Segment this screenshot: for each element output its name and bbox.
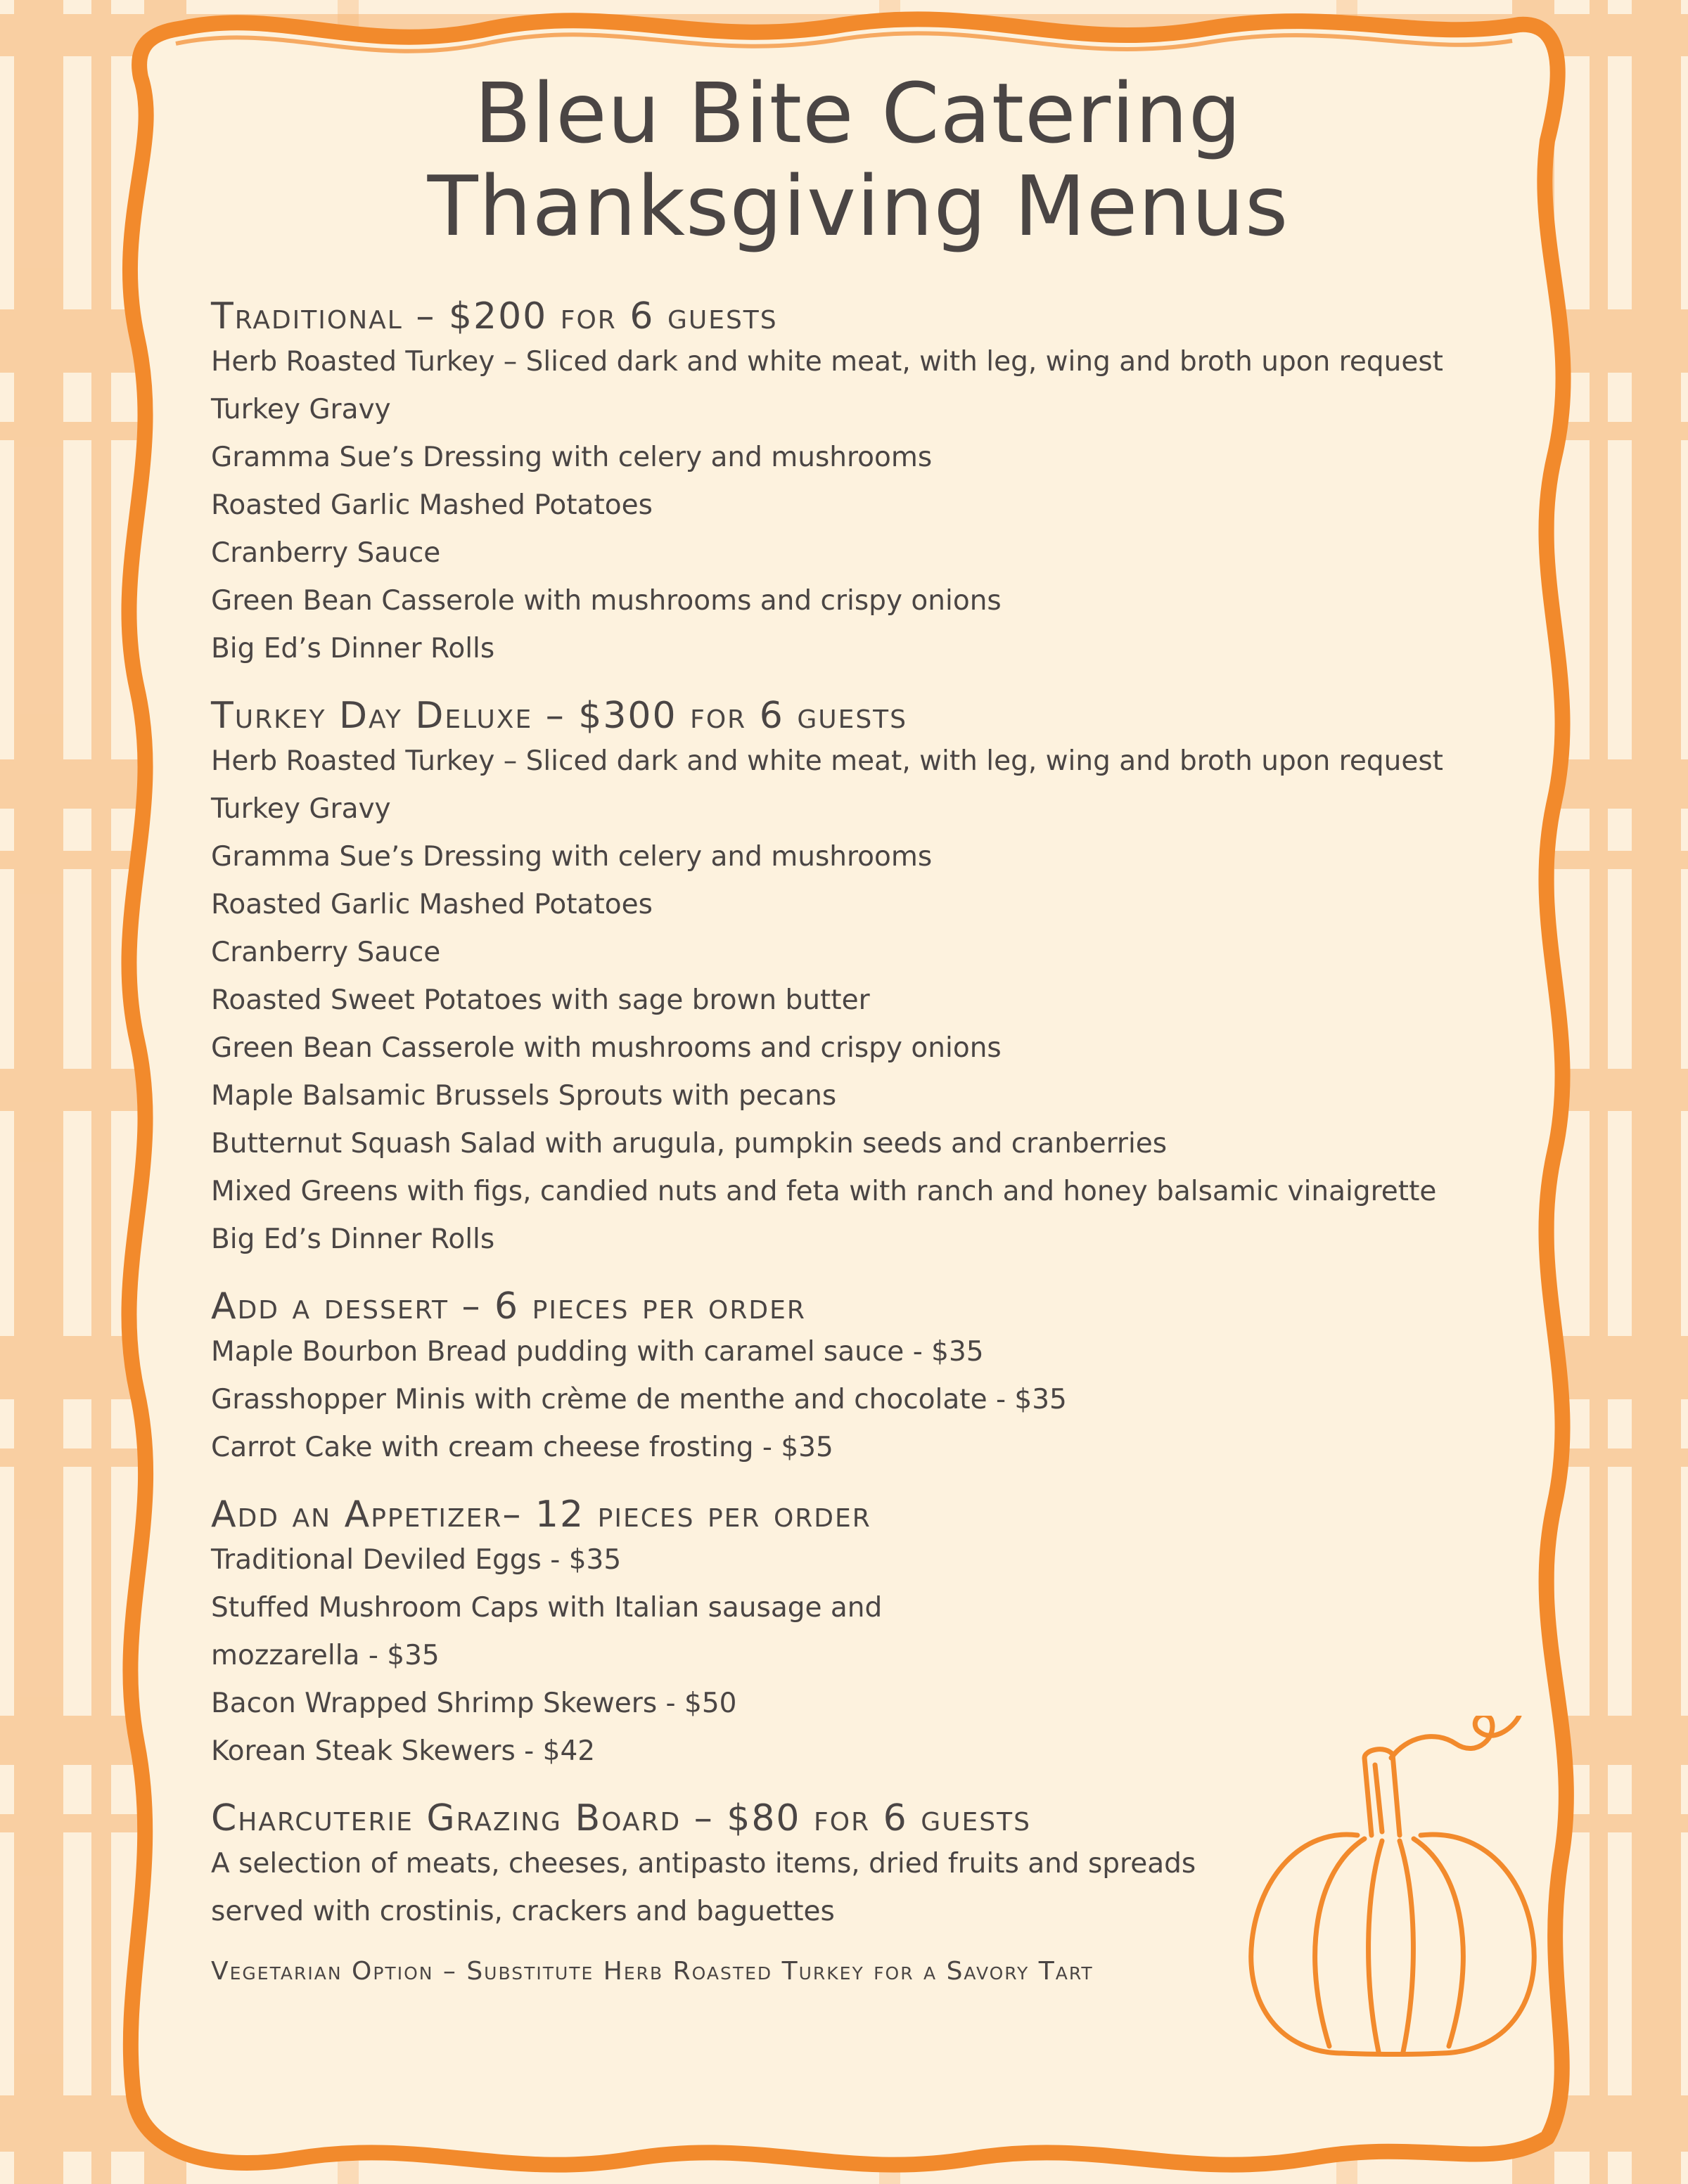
section-heading: Charcuterie Grazing Board – $80 for 6 guests — [211, 1797, 1031, 1840]
menu-item: Big Ed’s Dinner Rolls — [211, 633, 495, 665]
vegetarian-note: Vegetarian Option – Substitute Herb Roasted Turkey for a Savory Tart — [211, 1957, 1094, 1986]
page-title — [155, 65, 1561, 255]
menu-item: Traditional Deviled Eggs - $35 — [211, 1544, 622, 1576]
menu-item: Stuffed Mushroom Caps with Italian sausage and — [211, 1592, 883, 1624]
section-heading: Add an Appetizer– 12 pieces per order — [211, 1494, 871, 1536]
menu-item: Roasted Garlic Mashed Potatoes — [211, 489, 653, 522]
menu-item: mozzarella - $35 — [211, 1640, 440, 1672]
menu-item: Mixed Greens with figs, candied nuts and feta with ranch and honey balsamic vinaigrette — [211, 1176, 1437, 1208]
menu-content — [211, 67, 1477, 1986]
section-heading: Turkey Day Deluxe – $300 for 6 guests — [211, 695, 908, 738]
menu-item: Korean Steak Skewers - $42 — [211, 1735, 596, 1768]
menu-item: Green Bean Casserole with mushrooms and crispy onions — [211, 585, 1002, 617]
menu-item: Gramma Sue’s Dressing with celery and mushrooms — [211, 841, 933, 873]
section-dessert — [211, 1285, 1477, 1472]
pumpkin-outline-icon — [1224, 1716, 1561, 2067]
title-line-2: Thanksgiving Menus — [427, 158, 1289, 255]
section-traditional — [211, 295, 1477, 673]
section-deluxe — [211, 694, 1477, 1264]
menu-item: Cranberry Sauce — [211, 937, 441, 969]
menu-item: Carrot Cake with cream cheese frosting - $35 — [211, 1432, 833, 1464]
menu-item: Gramma Sue’s Dressing with celery and mushrooms — [211, 442, 933, 474]
menu-item: Green Bean Casserole with mushrooms and crispy onions — [211, 1032, 1002, 1065]
menu-item: Herb Roasted Turkey – Sliced dark and white meat, with leg, wing and broth upon request — [211, 745, 1443, 778]
menu-item: Roasted Garlic Mashed Potatoes — [211, 889, 653, 921]
menu-item: A selection of meats, cheeses, antipasto items, dried fruits and spreads — [211, 1848, 1196, 1880]
menu-item: Turkey Gravy — [211, 394, 391, 426]
menu-item: Cranberry Sauce — [211, 537, 441, 570]
section-heading: Traditional – $200 for 6 guests — [211, 295, 778, 338]
menu-item: Grasshopper Minis with crème de menthe and chocolate - $35 — [211, 1384, 1067, 1416]
menu-item: Maple Balsamic Brussels Sprouts with pecans — [211, 1080, 837, 1112]
menu-item: Herb Roasted Turkey – Sliced dark and white meat, with leg, wing and broth upon request — [211, 346, 1443, 378]
menu-item: served with crostinis, crackers and baguettes — [211, 1896, 835, 1928]
menu-item: Maple Bourbon Bread pudding with caramel sauce - $35 — [211, 1336, 984, 1368]
menu-item: Butternut Squash Salad with arugula, pumpkin seeds and cranberries — [211, 1128, 1168, 1160]
title-line-1: Bleu Bite Catering — [474, 65, 1242, 162]
menu-item: Turkey Gravy — [211, 793, 391, 826]
menu-item: Big Ed’s Dinner Rolls — [211, 1223, 495, 1256]
menu-item: Bacon Wrapped Shrimp Skewers - $50 — [211, 1688, 737, 1720]
menu-item: Roasted Sweet Potatoes with sage brown butter — [211, 984, 870, 1017]
section-heading: Add a dessert – 6 pieces per order — [211, 1285, 806, 1328]
